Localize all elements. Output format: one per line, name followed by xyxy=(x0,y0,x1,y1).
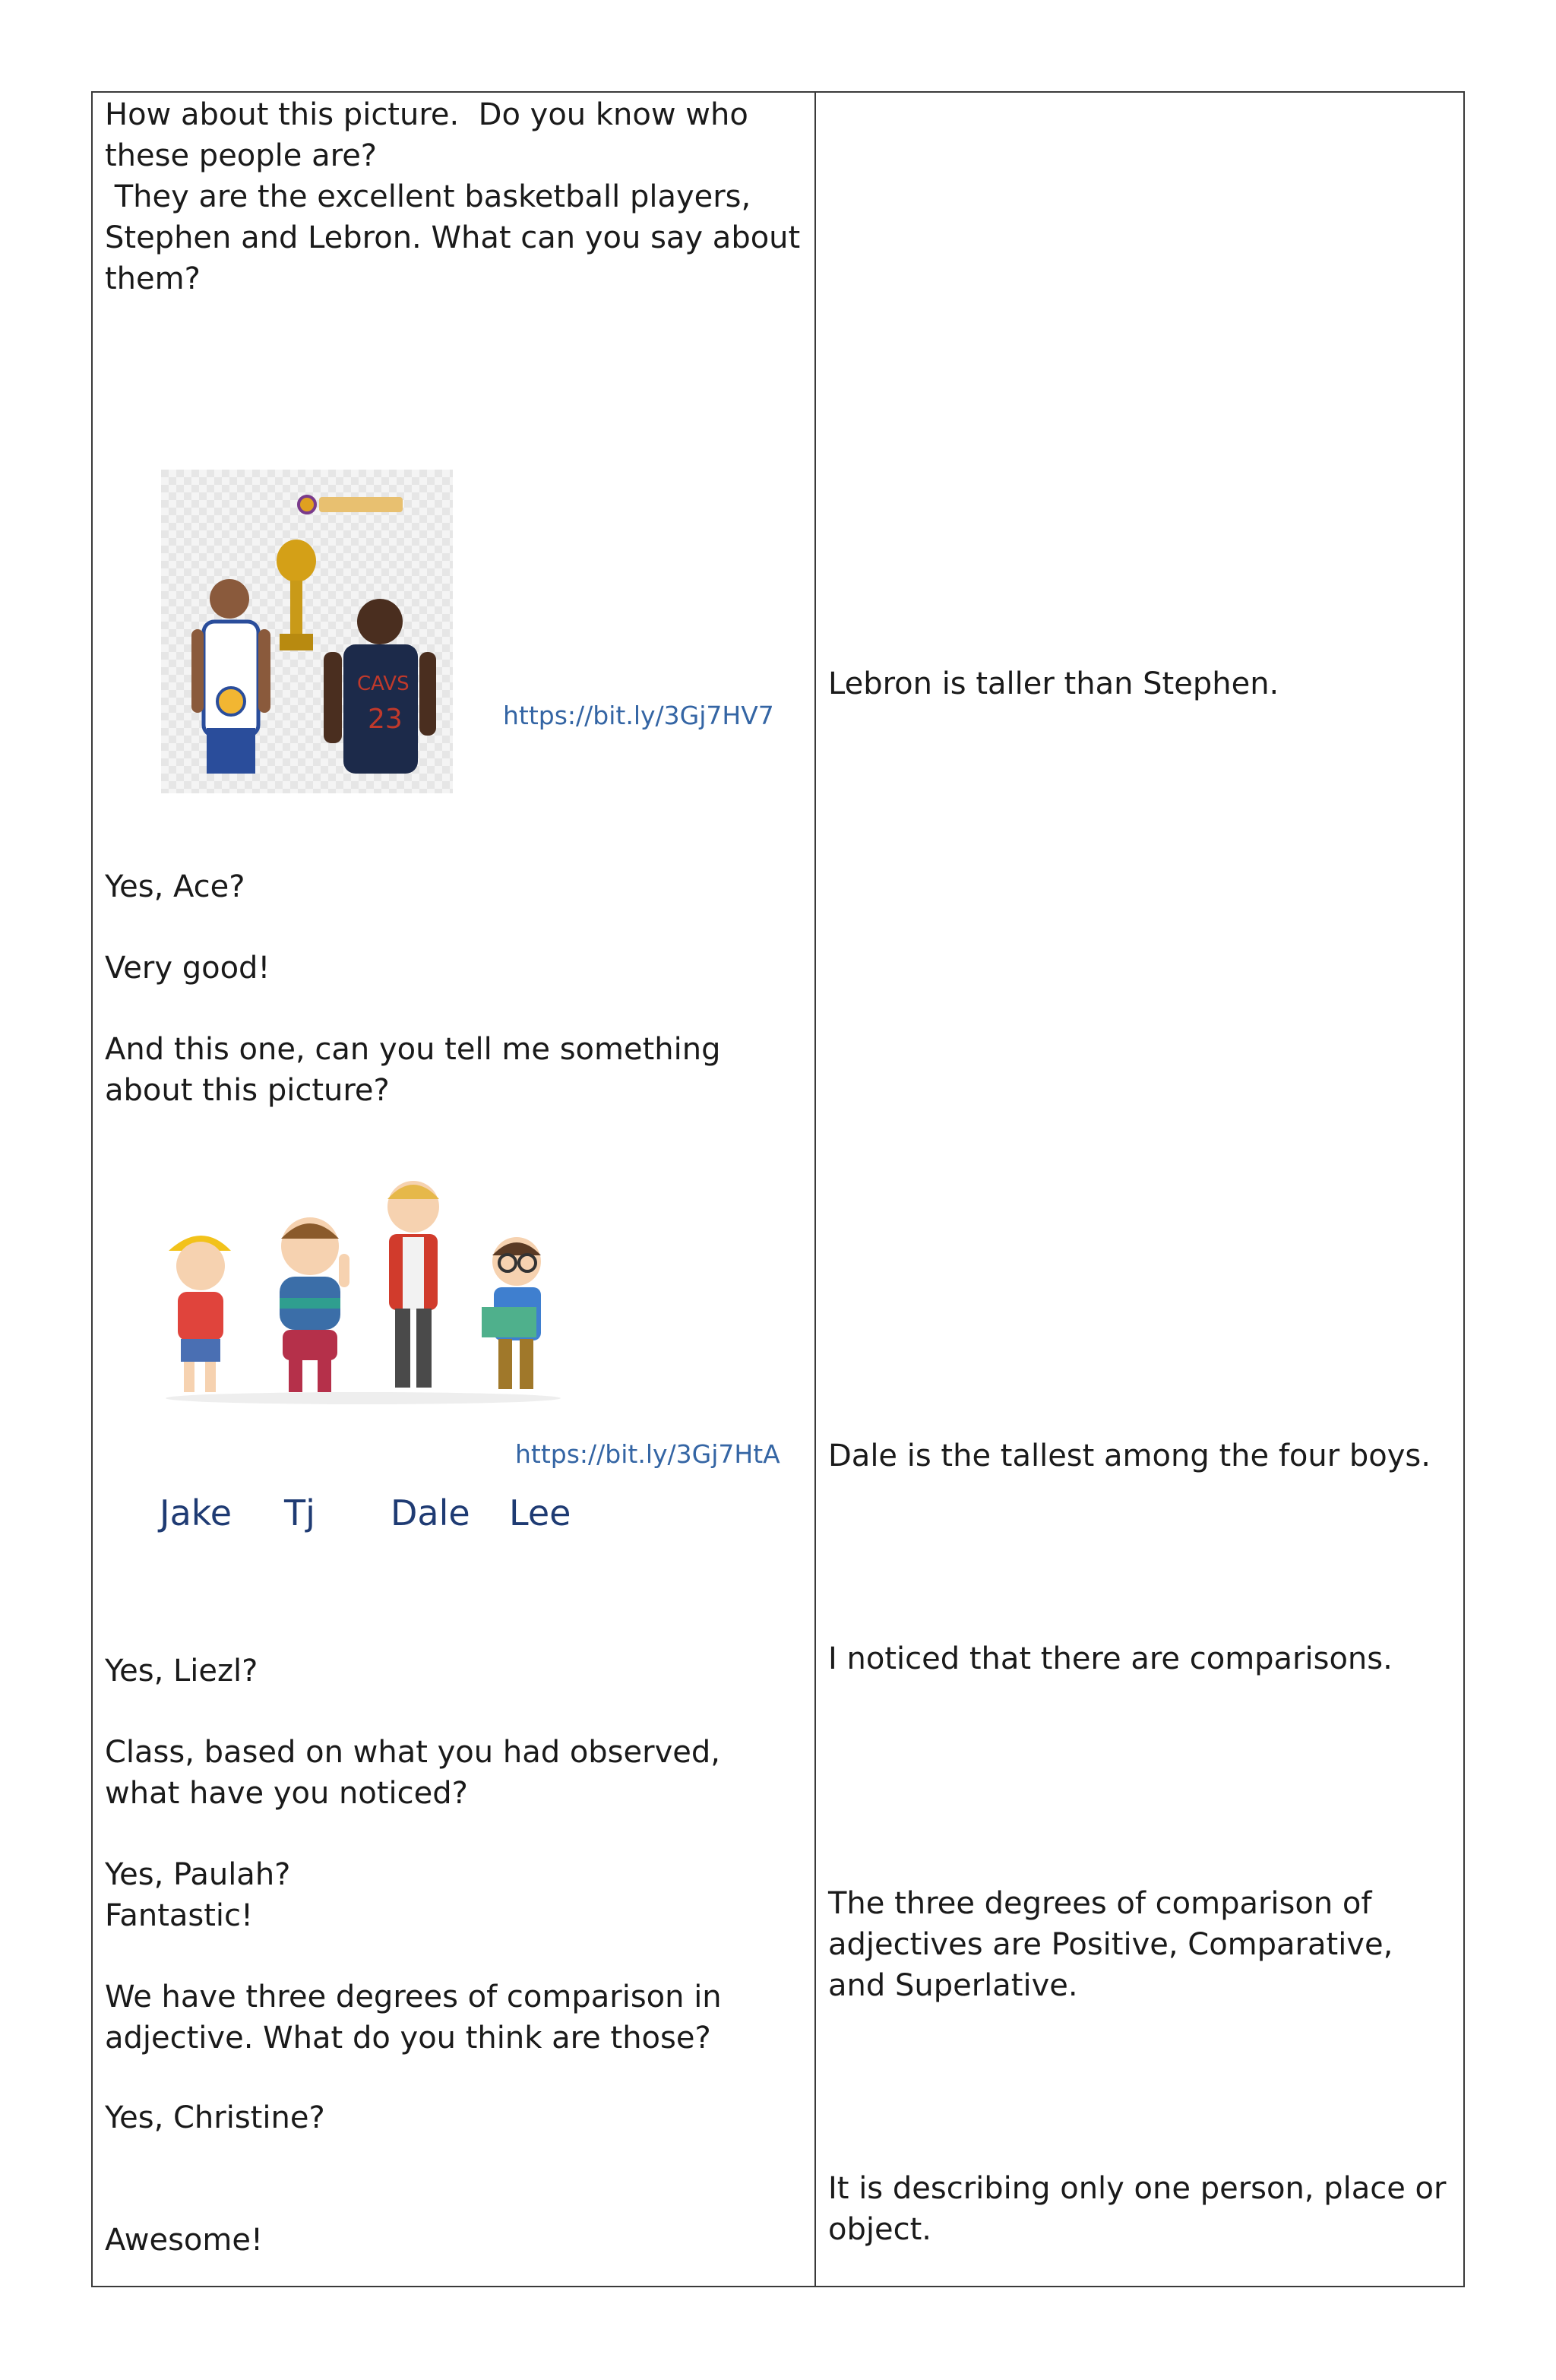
prompt-paulah: Yes, Paulah? Fantastic! xyxy=(105,1857,291,1933)
image-source-link-1[interactable]: https://bit.ly/3Gj7HV7 xyxy=(503,701,774,730)
praise-very-good: Very good! xyxy=(105,951,270,986)
boy-name-tj: Tj xyxy=(284,1492,315,1533)
praise-awesome: Awesome! xyxy=(105,2223,263,2258)
column-divider xyxy=(814,91,816,2287)
boy-name-dale: Dale xyxy=(391,1492,470,1533)
svg-text:23: 23 xyxy=(368,704,403,735)
answer-lebron-taller: Lebron is taller than Stephen. xyxy=(828,666,1279,701)
four-boys-image xyxy=(158,1163,568,1406)
prompt-liezl: Yes, Liezl? xyxy=(105,1654,258,1688)
answer-three-degrees: The three degrees of comparison of adjectives are Positive, Comparative, and Superlative. xyxy=(828,1886,1403,2003)
image-source-link-2[interactable]: https://bit.ly/3Gj7HtA xyxy=(515,1439,780,1469)
prompt-christine: Yes, Christine? xyxy=(105,2100,325,2135)
boy-name-jake: Jake xyxy=(160,1492,232,1533)
second-question: And this one, can you tell me something about this picture? xyxy=(105,1032,731,1108)
boy-name-lee: Lee xyxy=(509,1492,571,1533)
observation-question: Class, based on what you had observed, what have you noticed? xyxy=(105,1735,730,1811)
answer-comparisons: I noticed that there are comparisons. xyxy=(828,1641,1393,1676)
intro-question: How about this picture. Do you know who these people are? They are the excellent basketball players, Stephen and Lebron. What can you say about them? xyxy=(105,97,801,296)
basketball-players-image xyxy=(161,470,453,793)
answer-dale-tallest: Dale is the tallest among the four boys. xyxy=(828,1438,1431,1473)
svg-text:CAVS: CAVS xyxy=(357,673,410,695)
degrees-question: We have three degrees of comparison in adjective. What do you think are those? xyxy=(105,1980,732,2056)
prompt-ace: Yes, Ace? xyxy=(105,869,245,904)
answer-positive-degree: It is describing only one person, place or object. xyxy=(828,2171,1456,2247)
